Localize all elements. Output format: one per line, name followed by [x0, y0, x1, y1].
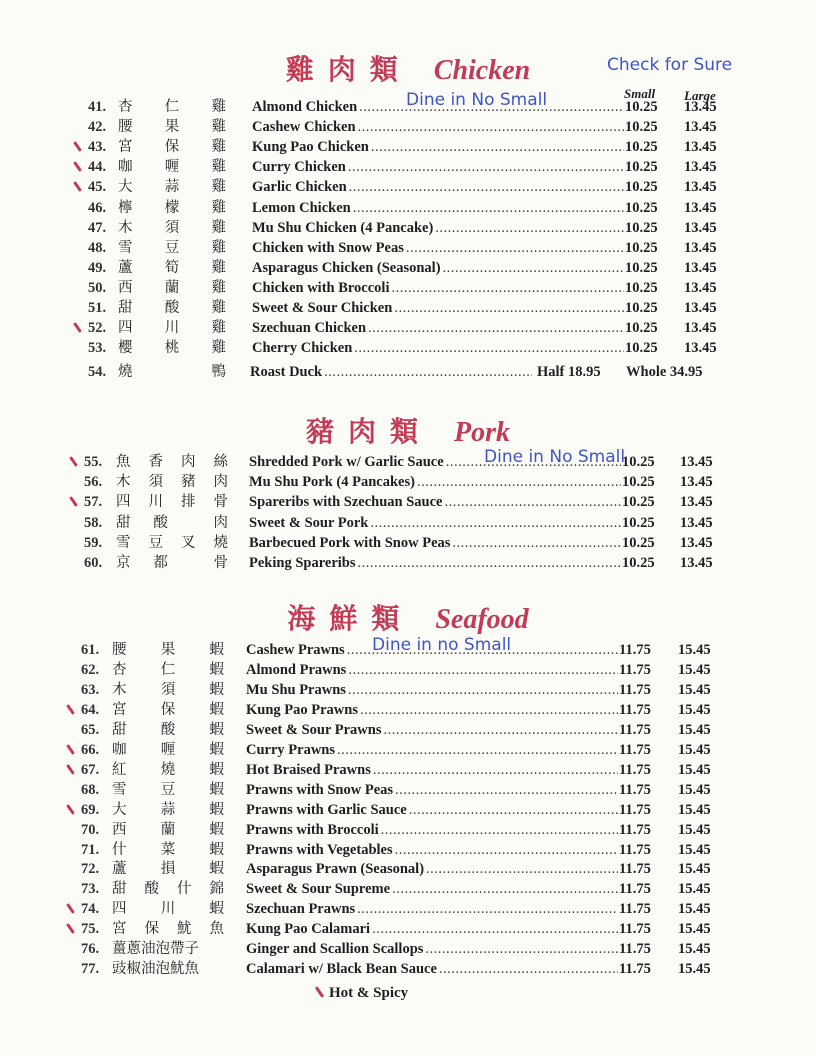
menu-item [0, 720, 816, 740]
item-english-name: Szechuan Prawns ..... [246, 899, 618, 919]
item-price-small: 11.75 [619, 701, 651, 718]
menu-item [0, 959, 816, 979]
item-price-small: 10.25 [622, 454, 655, 470]
item-price-small: 11.75 [619, 801, 651, 818]
item-price-small: 10.25 [625, 259, 658, 276]
item-english-name: Asparagus Chicken (Seasonal) ..... [252, 258, 624, 278]
item-chinese-name: 木 須 豬 肉 [116, 474, 228, 491]
item-price-large: 13.45 [684, 139, 717, 156]
item-english-name: Shredded Pork w/ Garlic Sauce ..... [249, 452, 621, 472]
item-price-small: 11.75 [619, 721, 651, 738]
item-price-small: 11.75 [619, 821, 651, 838]
item-price-small: 10.25 [625, 119, 658, 136]
item-chinese-name: 蘆 筍 雞 [118, 259, 226, 276]
item-english-name: Chicken with Snow Peas ..... [252, 238, 624, 258]
legend-label: Hot & Spicy [329, 985, 409, 1001]
item-price-small: 10.25 [625, 239, 658, 256]
item-number: 66. [81, 741, 100, 758]
item-chinese-name: 甜 酸 雞 [118, 300, 226, 316]
item-number: 70. [81, 821, 100, 838]
item-english-name: Sweet & Sour Chicken ..... [252, 298, 624, 318]
menu-item [0, 338, 816, 358]
handwritten-chicken-note: Dine in No Small [406, 90, 548, 110]
menu-item [0, 879, 816, 899]
item-price-large: 15.45 [678, 721, 711, 738]
item-english-name: Prawns with Vegetables ..... [246, 840, 618, 860]
item-chinese-name: 腰 果 蝦 [112, 642, 224, 658]
item-number: 44. [88, 159, 107, 176]
menu-item [0, 840, 816, 860]
chicken-title-english: Chicken [433, 55, 531, 86]
menu-item [0, 820, 816, 840]
item-price-small: 10.25 [622, 514, 655, 531]
item-price-small: 11.75 [619, 642, 651, 658]
item-price-large: 13.45 [684, 199, 717, 216]
item-english-name: Mu Shu Chicken (4 Pancake) ..... [252, 218, 624, 238]
legend-hot-spicy [318, 985, 408, 1002]
item-number: 67. [81, 761, 100, 778]
item-number: 50. [88, 279, 107, 296]
menu-item [0, 318, 816, 338]
item-price-large: 15.45 [678, 701, 711, 718]
item-chinese-name: 宮 保 蝦 [112, 701, 224, 718]
item-chinese-name: 燒 鴨 [118, 364, 226, 380]
item-number: 76. [81, 941, 100, 958]
menu-item [0, 513, 816, 533]
item-price-small: 10.25 [622, 494, 655, 511]
item-price-small: 11.75 [619, 961, 651, 978]
item-price-small: 11.75 [619, 741, 651, 758]
item-number: 43. [88, 139, 107, 156]
item-price-large: 15.45 [678, 661, 711, 678]
item-number: 63. [81, 681, 100, 698]
item-price-large: 15.45 [678, 921, 711, 938]
item-chinese-name: 什 菜 蝦 [112, 841, 224, 858]
item-number: 51. [88, 300, 107, 316]
item-price-large: 15.45 [678, 642, 711, 658]
item-price-small: 11.75 [619, 921, 651, 938]
item-number: 69. [81, 801, 100, 818]
item-number: 58. [84, 514, 103, 531]
item-price-small: 11.75 [619, 861, 651, 878]
menu-item [0, 780, 816, 800]
item-number: 53. [88, 340, 107, 357]
item-number: 54. [88, 364, 107, 380]
item-chinese-name: 宮 保 雞 [118, 139, 226, 156]
item-number: 56. [84, 474, 103, 491]
item-price-small: 11.75 [619, 941, 651, 958]
item-chinese-name: 西 蘭 雞 [118, 279, 226, 296]
item-number: 52. [88, 320, 107, 337]
item-price-large: 13.45 [680, 534, 713, 551]
item-price-large: 13.45 [680, 474, 713, 491]
item-number: 45. [88, 179, 107, 196]
item-chinese-name: 四 川 雞 [118, 320, 226, 337]
item-price-large: 13.45 [680, 494, 713, 511]
item-english-name: Curry Prawns ..... [246, 740, 618, 760]
item-price-large: 15.45 [678, 861, 711, 878]
item-number: 46. [88, 199, 107, 216]
menu-item [0, 278, 816, 298]
menu-item [0, 258, 816, 278]
item-price-small: 10.25 [622, 534, 655, 551]
item-number: 75. [81, 921, 100, 938]
item-chinese-name: 薑蔥油泡帶子 [112, 941, 199, 958]
item-chinese-name: 木 須 蝦 [112, 681, 224, 698]
item-chinese-name: 四 川 排 骨 [116, 494, 228, 511]
item-price-large: 15.45 [678, 961, 711, 978]
item-price-small: 10.25 [625, 179, 658, 196]
item-price-small: 10.25 [625, 99, 658, 115]
pork-title-english: Pork [454, 417, 510, 448]
item-price-large: 15.45 [678, 801, 711, 818]
item-chinese-name: 紅 燒 蝦 [112, 761, 224, 778]
item-english-name: Kung Pao Chicken ..... [252, 137, 624, 157]
item-number: 61. [81, 642, 100, 658]
item-english-name: Hot Braised Prawns ..... [246, 760, 618, 780]
item-number: 74. [81, 901, 100, 918]
item-english-name: Mu Shu Pork (4 Pancakes) ..... [249, 472, 621, 492]
item-english-name: Asparagus Prawn (Seasonal) ..... [246, 859, 618, 879]
handwritten-pork-note: Dine in No Small [484, 447, 626, 467]
item-price-small: 10.25 [625, 300, 658, 316]
item-english-name: Prawns with Garlic Sauce ..... [246, 800, 618, 820]
item-chinese-name: 咖 喱 雞 [118, 159, 226, 176]
item-chinese-name: 甜 酸 肉 [116, 514, 228, 531]
item-number: 42. [88, 119, 107, 136]
item-price-large: 15.45 [678, 781, 711, 798]
item-price-large: 13.45 [680, 514, 713, 531]
item-chinese-name: 檸 檬 雞 [118, 199, 226, 216]
item-chinese-name: 木 須 雞 [118, 219, 226, 236]
seafood-section-title [0, 597, 816, 637]
menu-item [0, 939, 816, 959]
item-number: 55. [84, 454, 103, 470]
item-english-name: Peking Spareribs ..... [249, 553, 621, 573]
item-chinese-name: 杏 仁 蝦 [112, 661, 224, 678]
item-price-large: 15.45 [678, 841, 711, 858]
item-number: 57. [84, 494, 103, 511]
item-number: 73. [81, 881, 100, 898]
item-number: 62. [81, 661, 100, 678]
item-price-small: 10.25 [625, 320, 658, 337]
item-number: 59. [84, 534, 103, 551]
menu-item [0, 97, 816, 117]
menu-item [0, 740, 816, 760]
item-english-name: Mu Shu Prawns ..... [246, 680, 618, 700]
menu-item [0, 238, 816, 258]
item-price-half: Half 18.95 [537, 364, 601, 380]
item-chinese-name: 雪 豆 蝦 [112, 781, 224, 798]
item-number: 60. [84, 555, 103, 571]
item-price-small: 11.75 [619, 781, 651, 798]
menu-item [0, 137, 816, 157]
item-english-name: Szechuan Chicken ..... [252, 318, 624, 338]
item-price-large: 13.45 [684, 159, 717, 176]
menu-item [0, 700, 816, 720]
item-price-small: 11.75 [619, 661, 651, 678]
menu-item [0, 640, 816, 660]
item-chinese-name: 杏 仁 雞 [118, 99, 226, 115]
item-price-large: 15.45 [678, 681, 711, 698]
item-english-name: Spareribs with Szechuan Sauce ..... [249, 492, 621, 512]
item-chinese-name: 甜 酸 蝦 [112, 721, 224, 738]
item-number: 47. [88, 219, 107, 236]
chili-icon [315, 986, 324, 998]
pork-title-chinese: 豬肉類 [305, 415, 432, 448]
menu-item [0, 760, 816, 780]
item-price-large: 15.45 [678, 901, 711, 918]
item-price-small: 10.25 [625, 159, 658, 176]
item-number: 65. [81, 721, 100, 738]
item-chinese-name: 蘆 損 蝦 [112, 861, 224, 878]
item-price-large: 15.45 [678, 941, 711, 958]
item-chinese-name: 四 川 蝦 [112, 901, 224, 918]
item-number: 77. [81, 961, 100, 978]
item-number: 49. [88, 259, 107, 276]
item-english-name: Ginger and Scallion Scallops ..... [246, 939, 618, 959]
item-chinese-name: 櫻 桃 雞 [118, 340, 226, 357]
item-english-name: Sweet & Sour Supreme ..... [246, 879, 618, 899]
item-chinese-name: 大 蒜 蝦 [112, 801, 224, 818]
item-price-large: 13.45 [684, 300, 717, 316]
item-price-large: 15.45 [678, 821, 711, 838]
item-price-large: 13.45 [684, 340, 717, 357]
item-english-name: Kung Pao Prawns ..... [246, 700, 618, 720]
menu-item [0, 680, 816, 700]
menu-item [0, 919, 816, 939]
item-price-small: 10.25 [625, 340, 658, 357]
menu-item [0, 218, 816, 238]
item-chinese-name: 魚 香 肉 絲 [116, 454, 228, 470]
header-large: Large [684, 88, 716, 103]
menu-item [0, 492, 816, 512]
item-number: 72. [81, 861, 100, 878]
handwritten-check-for-sure: Check for Sure [607, 55, 733, 75]
menu-item [0, 660, 816, 680]
item-number: 41. [88, 99, 107, 115]
item-chinese-name: 豉椒油泡魷魚 [112, 961, 199, 978]
item-price-large: 13.45 [684, 99, 717, 115]
item-chinese-name: 雪 豆 叉 燒 [116, 534, 228, 551]
item-english-name: Prawns with Broccoli ..... [246, 820, 618, 840]
menu-item [0, 533, 816, 553]
item-price-small: 11.75 [619, 841, 651, 858]
item-number: 71. [81, 841, 100, 858]
handwritten-seafood-note: Dine in no Small [372, 635, 512, 655]
item-chinese-name: 西 蘭 蝦 [112, 821, 224, 838]
item-price-large: 13.45 [684, 179, 717, 196]
item-number: 64. [81, 701, 100, 718]
item-english-name: Cashew Chicken ..... [252, 117, 624, 137]
item-english-name: Lemon Chicken ..... [252, 198, 624, 218]
item-price-large: 13.45 [684, 219, 717, 236]
item-price-small: 11.75 [619, 681, 651, 698]
item-price-large: 13.45 [684, 119, 717, 136]
item-english-name: Kung Pao Calamari ..... [246, 919, 618, 939]
item-price-small: 10.25 [625, 199, 658, 216]
item-price-small: 10.25 [625, 219, 658, 236]
item-price-large: 13.45 [680, 454, 713, 470]
item-english-name: Curry Chicken ..... [252, 157, 624, 177]
pork-section-title [0, 410, 816, 450]
menu-item [0, 452, 816, 472]
menu-item [0, 899, 816, 919]
item-number: 68. [81, 781, 100, 798]
item-english-name: Roast Duck ..... [250, 362, 532, 382]
item-english-name: Sweet & Sour Pork ..... [249, 513, 621, 533]
item-english-name: Garlic Chicken ..... [252, 177, 624, 197]
item-price-small: 10.25 [625, 279, 658, 296]
item-price-large: 13.45 [680, 555, 713, 571]
item-chinese-name: 腰 果 雞 [118, 119, 226, 136]
seafood-title-english: Seafood [435, 604, 529, 635]
item-price-large: 13.45 [684, 320, 717, 337]
item-english-name: Almond Prawns ..... [246, 660, 618, 680]
item-english-name: Cherry Chicken ..... [252, 338, 624, 358]
item-price-small: 10.25 [622, 474, 655, 491]
menu-item [0, 298, 816, 318]
item-price-large: 13.45 [684, 239, 717, 256]
item-price-large: 15.45 [678, 761, 711, 778]
menu-item [0, 117, 816, 137]
menu-item [0, 198, 816, 218]
item-price-small: 11.75 [619, 881, 651, 898]
item-price-small: 10.25 [622, 555, 655, 571]
item-chinese-name: 大 蒜 雞 [118, 179, 226, 196]
menu-item [0, 177, 816, 197]
seafood-title-chinese: 海鮮類 [287, 602, 414, 635]
item-english-name: Barbecued Pork with Snow Peas ..... [249, 533, 621, 553]
menu-item [0, 859, 816, 879]
item-number: 48. [88, 239, 107, 256]
menu-item [0, 800, 816, 820]
item-price-large: 15.45 [678, 881, 711, 898]
menu-item [0, 472, 816, 492]
item-chinese-name: 京 都 骨 [116, 555, 228, 571]
item-chinese-name: 咖 喱 蝦 [112, 741, 224, 758]
menu-item [0, 553, 816, 573]
item-price-large: 13.45 [684, 259, 717, 276]
header-small: Small [624, 86, 656, 101]
item-english-name: Chicken with Broccoli ..... [252, 278, 624, 298]
item-english-name: Almond Chicken ..... [252, 97, 624, 117]
menu-item [0, 157, 816, 177]
item-chinese-name: 甜 酸 什 錦 [112, 881, 224, 898]
menu-item-roast-duck [0, 362, 816, 382]
item-price-small: 10.25 [625, 139, 658, 156]
chicken-title-chinese: 雞肉類 [285, 53, 412, 86]
item-english-name: Cashew Prawns ..... [246, 640, 618, 660]
item-price-whole: Whole 34.95 [626, 364, 703, 380]
item-price-small: 11.75 [619, 761, 651, 778]
item-chinese-name: 雪 豆 雞 [118, 239, 226, 256]
item-english-name: Calamari w/ Black Bean Sauce ..... [246, 959, 618, 979]
item-price-large: 13.45 [684, 279, 717, 296]
item-english-name: Prawns with Snow Peas ..... [246, 780, 618, 800]
item-price-small: 11.75 [619, 901, 651, 918]
item-price-large: 15.45 [678, 741, 711, 758]
item-chinese-name: 宮 保 魷 魚 [112, 921, 224, 938]
item-english-name: Sweet & Sour Prawns ..... [246, 720, 618, 740]
